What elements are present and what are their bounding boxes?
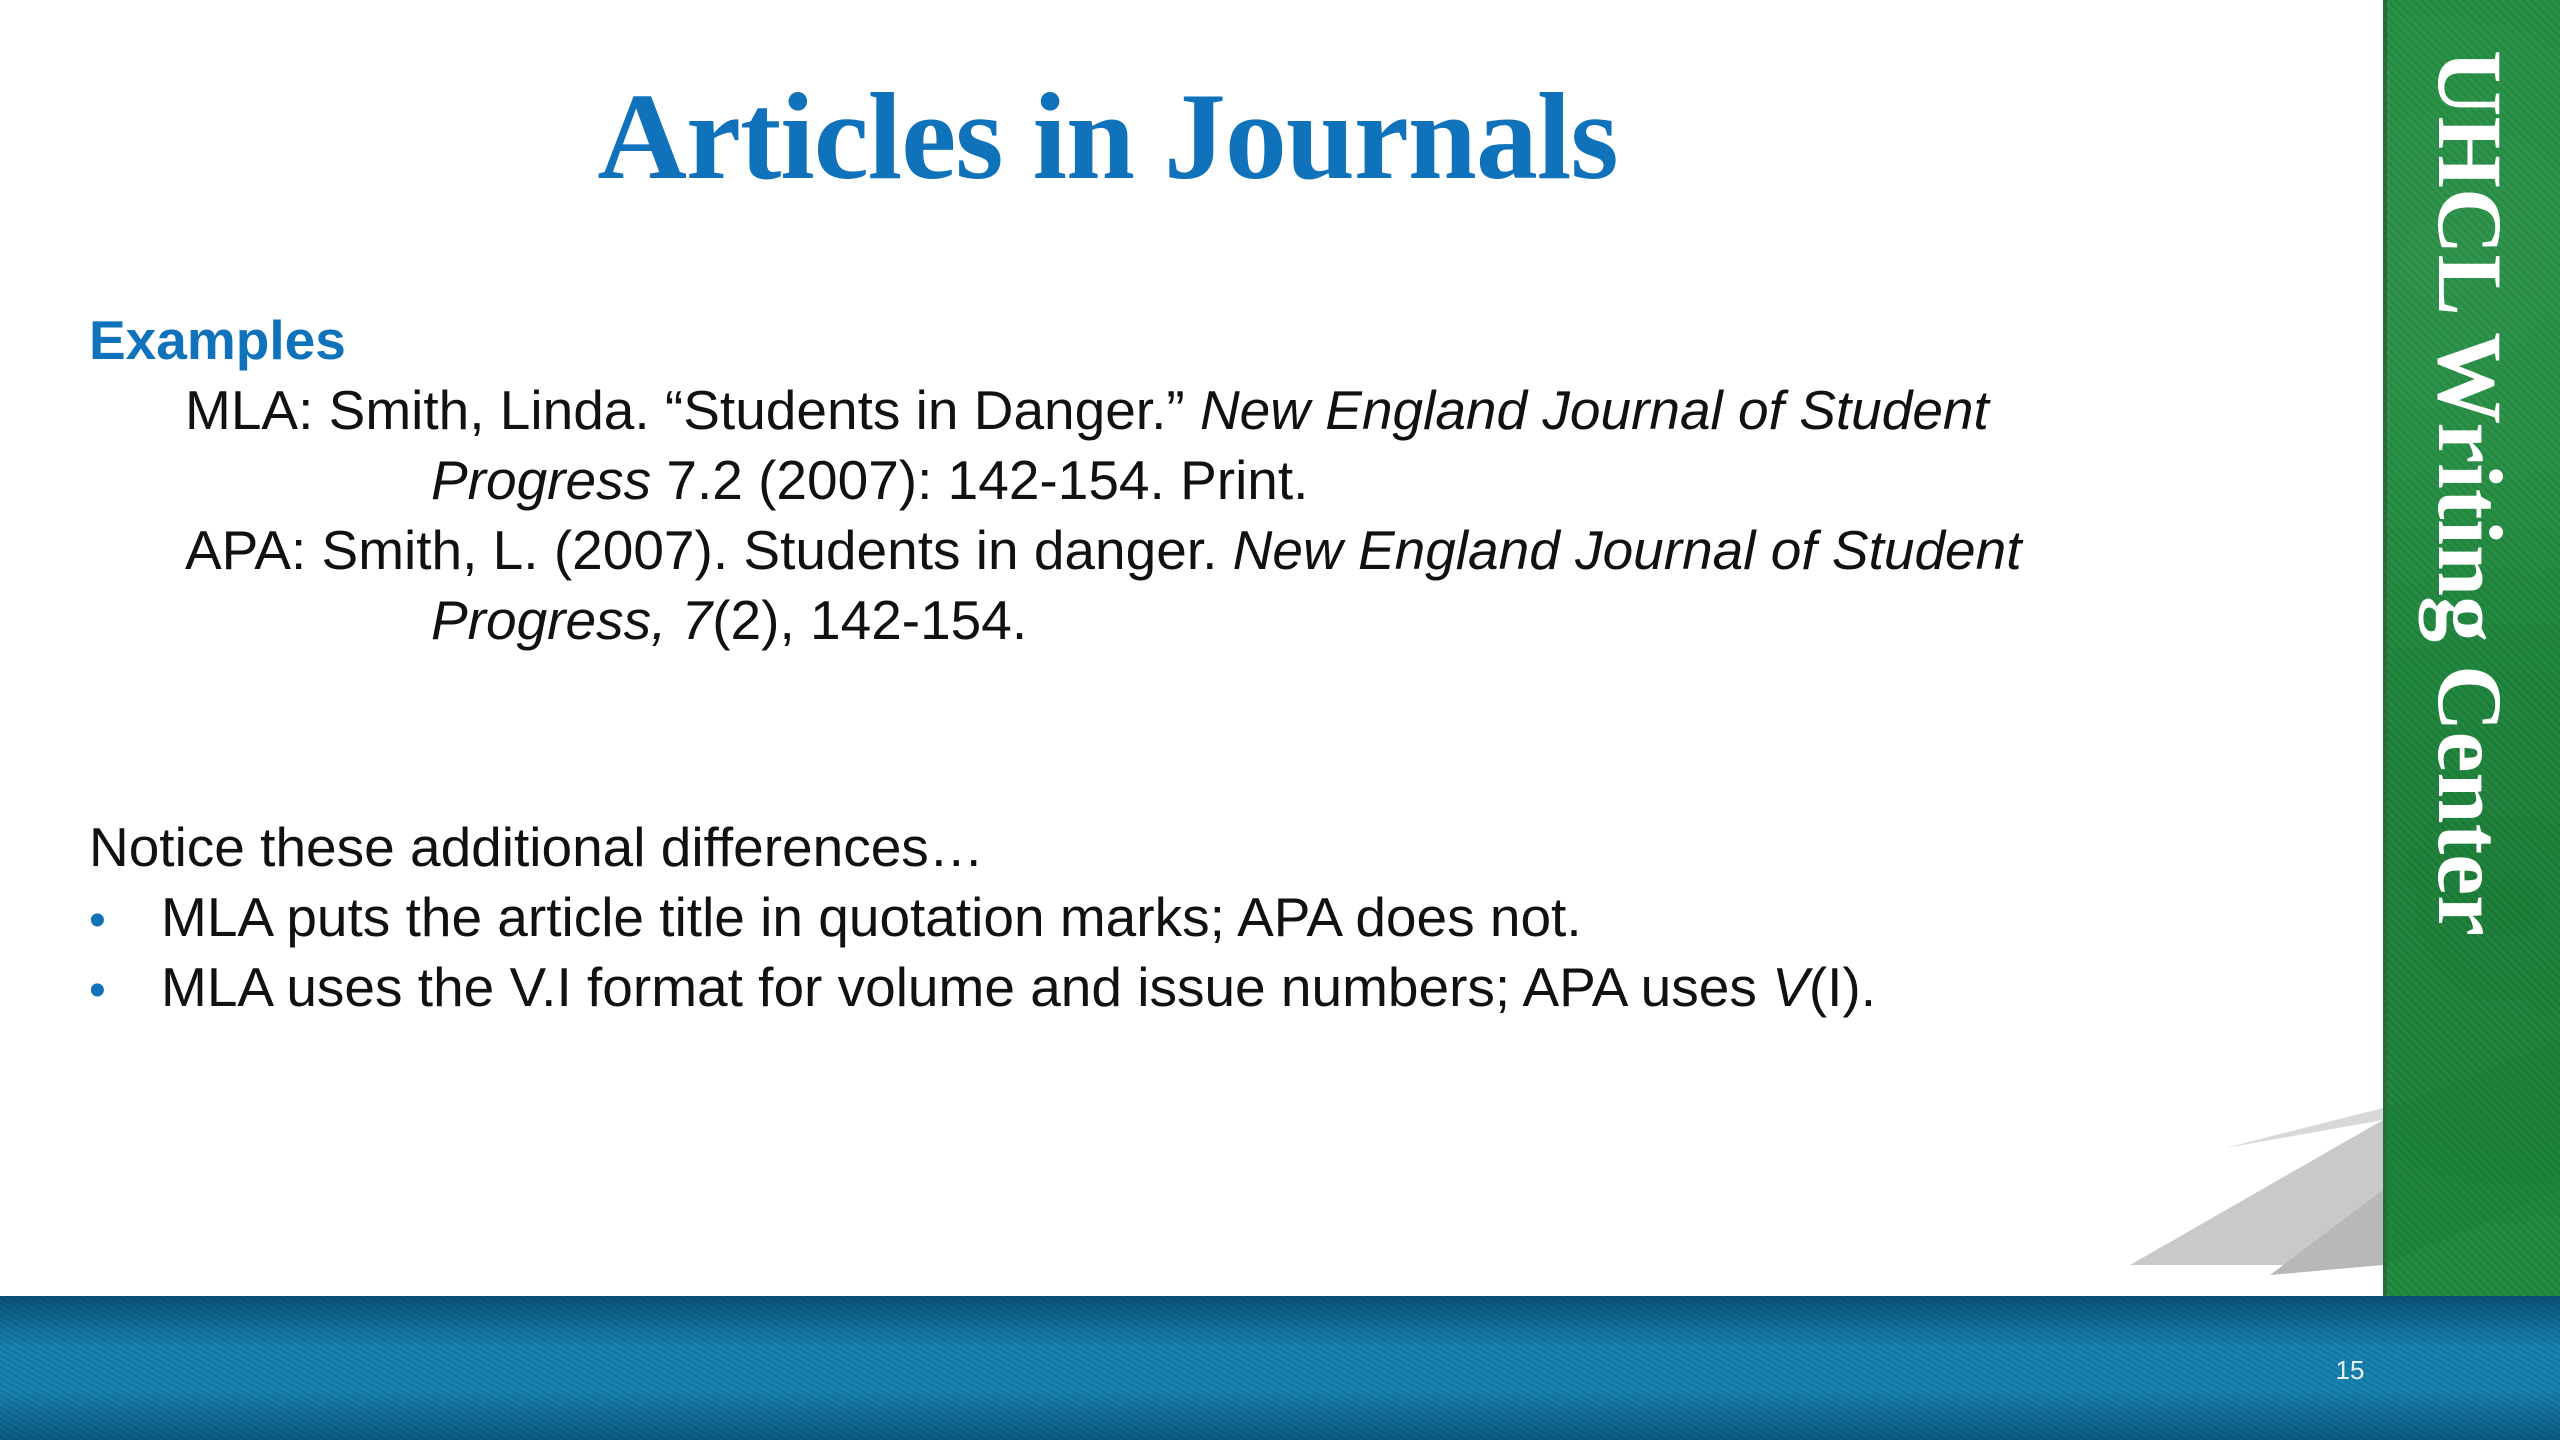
apa-citation-line-1 <box>185 515 2022 585</box>
bullet-dot-icon: • <box>89 964 106 1017</box>
bottom-band <box>0 1296 2560 1440</box>
apa-citation-line-2 <box>431 585 1027 655</box>
side-band-label: UHCL Writing Center <box>2419 50 2521 936</box>
bullet-dot-icon: • <box>89 894 106 947</box>
page-number: 15 <box>2335 1355 2365 1385</box>
apa-citation-details: (2), 142-154. <box>712 589 1028 651</box>
bullet-text: MLA puts the article title in quotation marks; APA does not. <box>161 886 1582 948</box>
mla-journal-title: New England Journal of Student <box>1199 379 1989 441</box>
apa-citation-text: APA: Smith, L. (2007). Students in danger. <box>185 519 1233 581</box>
bullet-item <box>89 952 1876 1026</box>
slide-title: Articles in Journals <box>597 68 1618 205</box>
paper-plane-icon <box>2130 1040 2560 1300</box>
mla-citation-line-2 <box>431 445 1308 515</box>
mla-citation-text: MLA: Smith, Linda. “Students in Danger.” <box>185 379 1200 441</box>
bullet-text-italic: V <box>1772 956 1809 1018</box>
apa-journal-title-cont: Progress, 7 <box>431 589 713 651</box>
bullet-text-end: (I). <box>1808 956 1877 1018</box>
notice-text: Notice these additional differences… <box>89 816 984 878</box>
bullet-item <box>89 882 1582 956</box>
mla-journal-title-cont: Progress <box>431 449 652 511</box>
examples-heading: Examples <box>89 309 346 371</box>
bullet-text: MLA uses the V.I format for volume and issue numbers; APA uses <box>161 956 1773 1018</box>
mla-citation-details: 7.2 (2007): 142-154. Print. <box>651 449 1309 511</box>
mla-citation-line-1 <box>185 375 1989 445</box>
apa-journal-title: New England Journal of Student <box>1232 519 2022 581</box>
